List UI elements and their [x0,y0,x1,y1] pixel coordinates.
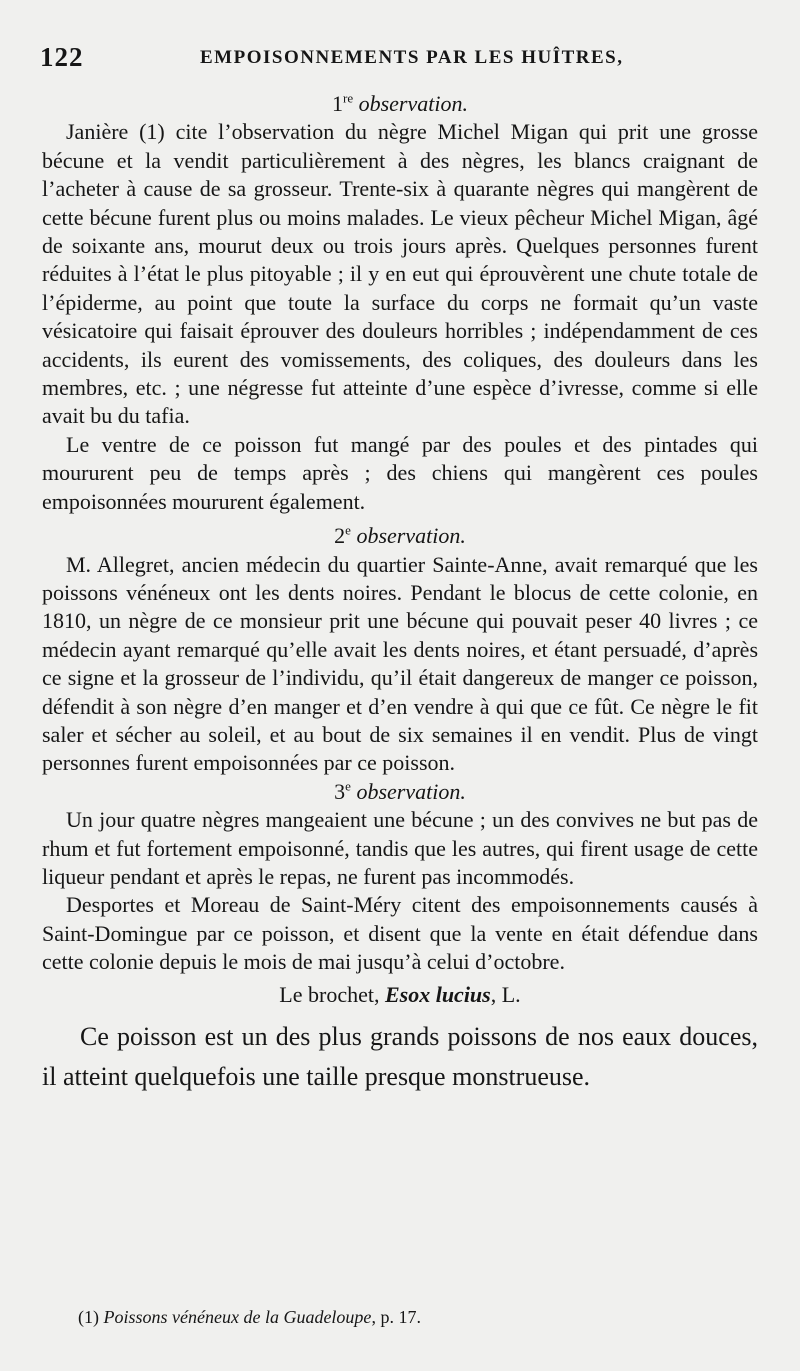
page-header [40,42,760,76]
running-title: EMPOISONNEMENTS PAR LES HUÎTRES, [200,47,624,68]
paragraph: M. Allegret, ancien médecin du quartier Sainte-Anne, avait remarqué que les poissons vénéneux ont les dents noires. Pendant le blocus de cette colonie, en 1810, un nègre de ce monsieur prit une bécune qui pouvait peser 40 livres ; ce médecin ayant remarqué qu’elle avait les dents noires, et étant persuadé, d’après ce signe et la grosseur de l’individu, qu’il était dangereux de manger ce poisson, défendit à son nègre d’en manger et d’en vendre à qui que ce fût. Ce nègre le fit saler et sécher au soleil, et au bout de six semaines il en vendit. Plus de vingt personnes furent empoisonnées par ce poisson. [42,551,758,776]
paragraph: Janière (1) cite l’observation du nègre Michel Migan qui prit une grosse bécune et la vendit particulièrement à des nègres, les blancs craignant de l’acheter à cause de sa grosseur. Trente-six à quarante nègres qui mangèrent de cette bécune furent plus ou moins malades. Le vieux pêcheur Michel Migan, âgé de soixante ans, mourut deux ou trois jours après. Quelques personnes furent réduites à l’état le plus pitoyable ; il y en eut qui éprouvèrent une chute totale de l’épiderme, au point que toute la surface du corps ne formait qu’un vaste vésicatoire qui faisait éprouver des douleurs horribles ; indépendamment de ces accidents, ils eurent des vomissements, des coliques, des douleurs dans les membres, etc. ; une négresse fut atteinte d’une espèce d’ivresse, comme si elle avait bu du tafia. [42,119,758,429]
observation-heading-2: 2e observation. [334,522,466,549]
paragraph-large: Ce poisson est un des plus grands poissons de nos eaux douces, il atteint quelquefois une taille presque monstrueuse. [42,1022,758,1091]
body-text [42,90,758,1097]
species-heading: Le brochet, Esox lucius, L. [279,981,521,1007]
observation-heading-3: 3e observation. [334,778,466,804]
observation-heading-1: 1re observation. [332,90,468,116]
page-number: 122 [40,42,84,72]
footnote: (1) Poissons vénéneux de la Guadeloupe, p. 17. [78,1307,421,1327]
paragraph: Le ventre de ce poisson fut mangé par des poules et des pintades qui moururent peu de temps après ; des chiens qui mangèrent ces poules empoisonnées moururent également. [42,431,758,514]
paragraph: Desportes et Moreau de Saint-Méry citent des empoisonnements causés à Saint-Domingue par ce poisson, et disent que la vente en était défendue dans cette colonie depuis le mois de mai jusqu’à celui d’octobre. [42,892,758,975]
paragraph: Un jour quatre nègres mangeaient une bécune ; un des convives ne but pas de rhum et fut fortement empoisonné, tandis que les autres, qui firent usage de cette liqueur pendant et après le repas, ne furent pas incommodés. [42,807,758,889]
